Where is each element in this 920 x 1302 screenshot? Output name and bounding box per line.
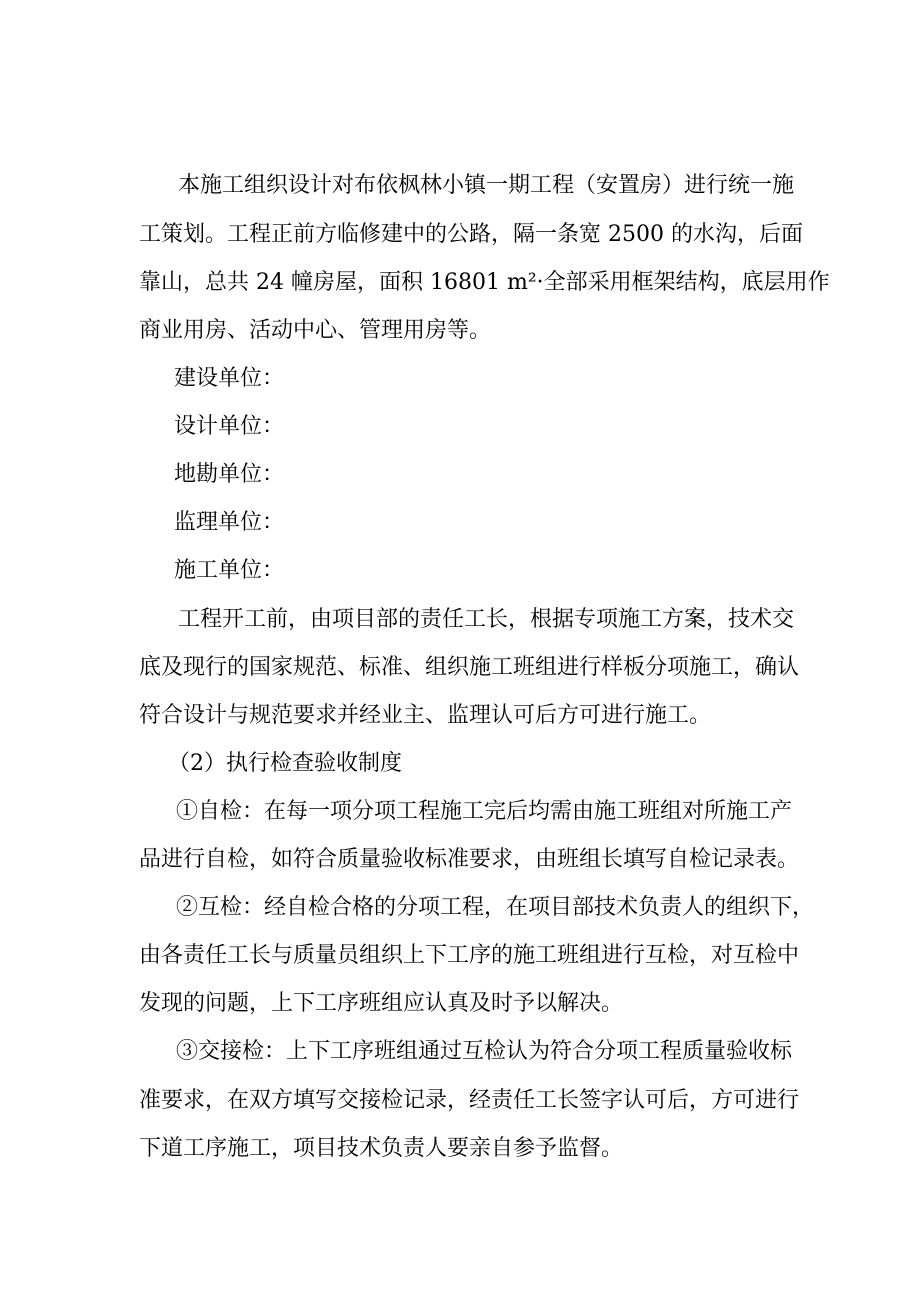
paragraph-line: 工策划。工程正前方临修建中的公路，隔一条宽 2500 的水沟，后面: [139, 222, 803, 247]
mutual-check-line: ②互检：经自检合格的分项工程，在项目部技术负责人的组织下，: [176, 895, 815, 920]
paragraph-line: 商业用房、活动中心、管理用房等。: [139, 318, 492, 343]
paragraph-line: 底及现行的国家规范、标准、组织施工班组进行样板分项施工，确认: [139, 655, 800, 680]
mutual-check-line: 发现的问题，上下工序班组应认真及时予以解决。: [139, 991, 624, 1016]
mutual-check-line: 由各责任工长与质量员组织上下工序的施工班组进行互检，对互检中: [139, 943, 800, 968]
paragraph-line: 靠山，总共 24 幢房屋，面积 16801 m²·全部采用框架结构，底层用作: [139, 270, 830, 295]
self-check-line: ①自检：在每一项分项工程施工完后均需由施工班组对所施工产: [176, 799, 793, 824]
paragraph-line: 工程开工前，由项目部的责任工长，根据专项施工方案，技术交: [178, 607, 795, 632]
construction-owner-label: 建设单位：: [174, 366, 285, 391]
paragraph-line: 本施工组织设计对布依枫林小镇一期工程（安置房）进行统一施: [178, 173, 795, 198]
paragraph-line: 符合设计与规范要求并经业主、监理认可后方可进行施工。: [139, 703, 712, 728]
handover-check-line: 下道工序施工，项目技术负责人要亲自参予监督。: [139, 1136, 624, 1161]
handover-check-line: 准要求，在双方填写交接检记录，经责任工长签字认可后，方可进行: [139, 1088, 800, 1113]
supervision-unit-label: 监理单位：: [174, 510, 285, 535]
survey-unit-label: 地勘单位：: [174, 462, 285, 487]
contractor-unit-label: 施工单位：: [174, 558, 285, 583]
section-heading: （2）执行检查验收制度: [168, 751, 402, 776]
self-check-line: 品进行自检，如符合质量验收标准要求，由班组长填写自检记录表。: [139, 847, 800, 872]
handover-check-line: ③交接检：上下工序班组通过互检认为符合分项工程质量验收标: [176, 1039, 793, 1064]
design-unit-label: 设计单位：: [174, 414, 285, 439]
